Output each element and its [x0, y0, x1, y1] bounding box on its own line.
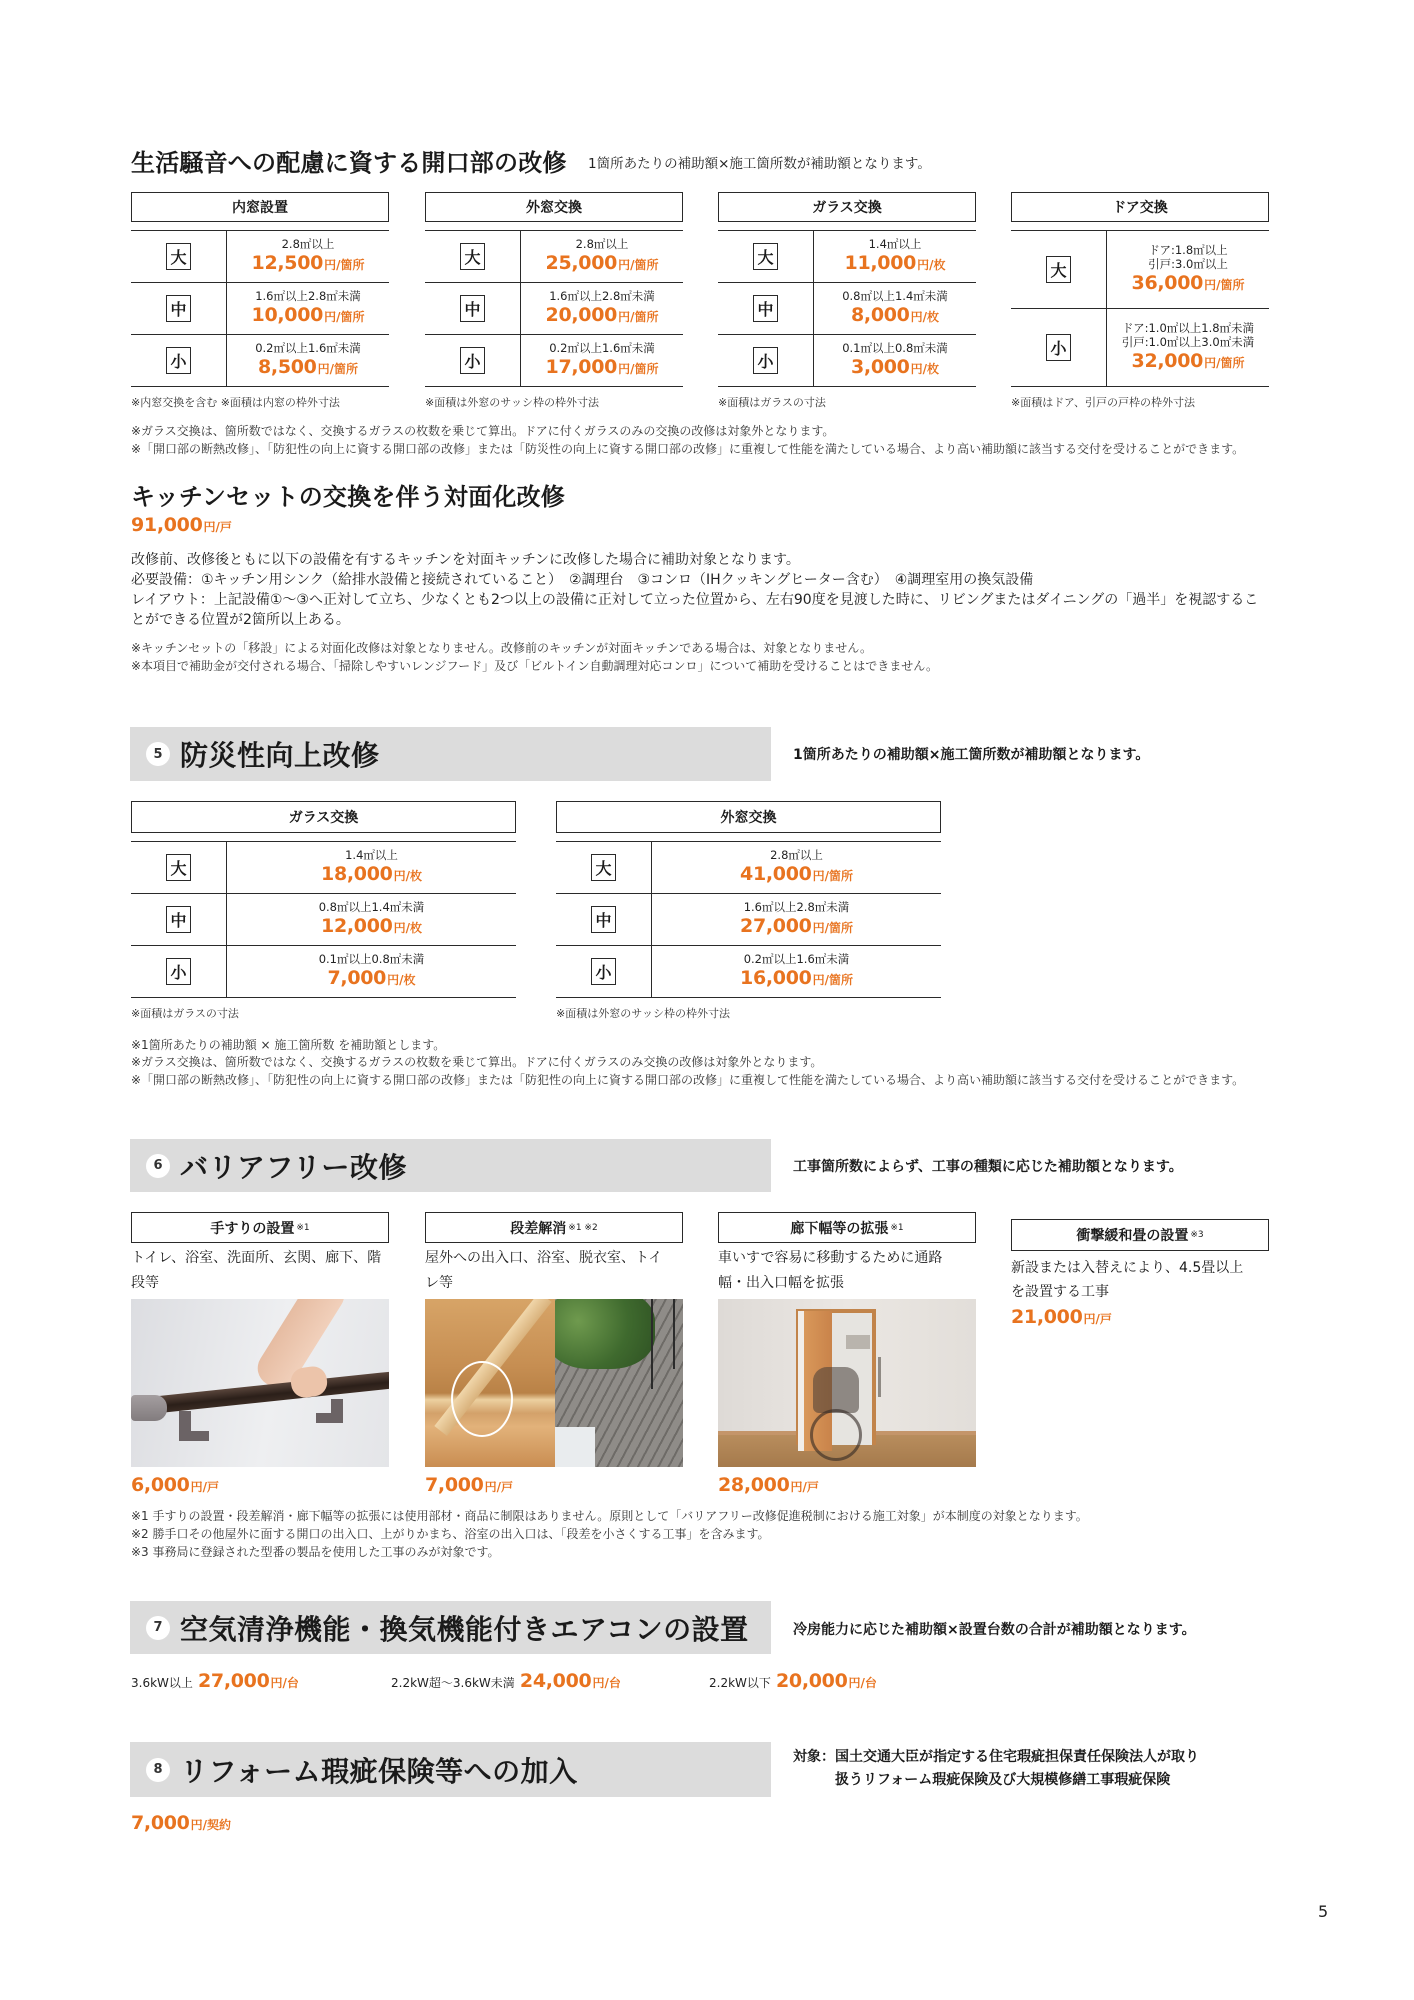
amount-cell	[227, 231, 389, 282]
amount-unit: 円/戸	[484, 1480, 513, 1494]
table-row	[556, 894, 941, 946]
size-cell	[425, 335, 521, 386]
size-badge: 大	[1046, 256, 1071, 283]
subsidy-amount	[321, 863, 422, 886]
table-row	[131, 894, 516, 946]
footnote-mark: ※1 ※2	[568, 1222, 598, 1233]
size-cell	[131, 335, 227, 386]
amount-value: 20,000	[776, 1670, 848, 1692]
area-condition: 0.2㎡以上1.6㎡未満	[549, 341, 655, 356]
section-number-badge: 8	[146, 1758, 170, 1782]
size-cell	[425, 231, 521, 282]
wood-step-photo	[425, 1299, 555, 1467]
amount-value: 28,000	[718, 1474, 790, 1496]
noise-section-subtitle: 1箇所あたりの補助額×施工箇所数が補助額となります。	[588, 156, 931, 172]
amount-cell	[814, 335, 976, 386]
description-line: とができる位置が2箇所以上ある。	[131, 612, 350, 628]
amount-unit: 円/箇所	[324, 258, 365, 272]
size-badge: 大	[591, 854, 616, 881]
amount-unit: 円/箇所	[1204, 277, 1245, 292]
amount-cell	[521, 335, 683, 386]
railing-post	[651, 1299, 653, 1389]
area-condition: 1.4㎡以上	[868, 237, 922, 252]
step-removal-card	[425, 1212, 683, 1502]
description-line: 段等	[131, 1275, 159, 1291]
corridor-widening-card	[718, 1212, 976, 1502]
amount-unit: 円/箇所	[618, 362, 659, 376]
amount-unit: 円/戸	[1083, 1312, 1112, 1326]
amount-unit: 円/枚	[917, 258, 946, 272]
footnote: ※3 事務局に登録された型番の製品を使用した工事のみが対象です。	[131, 1545, 500, 1559]
footnote: ※ガラス交換は、箇所数ではなく、交換するガラスの枚数を乗じて算出。ドアに付くガラスのみ交換の改修は対象外となります。	[131, 1055, 823, 1069]
section-title: 防災性向上改修	[180, 739, 380, 772]
amount-value: 16,000	[740, 967, 812, 989]
amount-unit: 円/箇所	[812, 921, 853, 935]
table-body	[718, 230, 976, 387]
table-body	[1011, 230, 1269, 387]
footnote: ※1 手すりの設置・段差解消・廊下幅等の拡張には使用部材・商品に制限はありません。原則として「バリアフリー改修促進税制における施工対象」が本制度の対象となります。	[131, 1509, 1088, 1523]
amount-value: 7,000	[131, 1812, 190, 1834]
amount-unit: 円/枚	[387, 973, 416, 987]
subsidy-amount	[851, 304, 939, 327]
amount-value: 8,500	[258, 356, 317, 378]
amount-cell	[521, 283, 683, 334]
size-cell	[425, 283, 521, 334]
aircon-tier	[391, 1669, 621, 1695]
table-header: ガラス交換	[718, 192, 976, 222]
table-body	[131, 841, 516, 998]
amount-value: 27,000	[198, 1670, 270, 1692]
table-row	[1011, 309, 1269, 387]
window-shape	[846, 1335, 870, 1349]
subsidy-amount	[252, 304, 365, 327]
description-line: 新設または入替えにより、4.5畳以上	[1011, 1260, 1244, 1276]
area-condition: 1.6㎡以上2.8㎡未満	[549, 289, 655, 304]
size-cell	[556, 894, 652, 945]
door-condition: ドア:1.0㎡以上1.8㎡未満	[1121, 321, 1255, 336]
subsidy-amount	[546, 356, 659, 379]
card-title: 衝撃緩和畳の設置	[1076, 1228, 1189, 1244]
area-condition: 0.8㎡以上1.4㎡未満	[318, 900, 425, 915]
amount-cell	[652, 894, 941, 945]
amount-value: 27,000	[740, 915, 812, 937]
footnote: ※「開口部の断熱改修」、「防犯性の向上に資する開口部の改修」または「防災性の向上に資する開口部の改修」に重複して性能を満たしている場合、より高い補助額に該当する交付を受けることができます。	[131, 442, 1245, 456]
aircon-tier	[131, 1669, 299, 1695]
section-8-header	[130, 1742, 771, 1797]
size-cell	[1011, 231, 1107, 308]
size-badge: 中	[166, 906, 191, 933]
table-row	[556, 842, 941, 894]
amount-value: 11,000	[844, 252, 917, 274]
amount-unit: 円/台	[592, 1676, 621, 1690]
table-row	[131, 842, 516, 894]
kitchen-description	[131, 550, 1258, 630]
card-subsidy-amount	[1011, 1306, 1112, 1330]
size-badge: 小	[166, 958, 191, 985]
size-badge: 小	[1046, 334, 1071, 361]
sliding-door-condition: 引戸:3.0㎡以上	[1148, 257, 1228, 272]
amount-cell	[227, 894, 516, 945]
table-row	[718, 283, 976, 335]
amount-unit: 円/契約	[190, 1818, 231, 1832]
footnote: ※ガラス交換は、箇所数ではなく、交換するガラスの枚数を乗じて算出。ドアに付くガラスのみの交換の改修は対象外となります。	[131, 424, 835, 438]
subsidy-amount	[740, 967, 853, 990]
table-row	[425, 335, 683, 387]
description-line: レイアウト：上記設備①～③へ正対して立ち、少なくとも2つ以上の設備に正対して立った位置から、左右90度を見渡した時に、リビングまたはダイニングの「過半」を視認するこ	[131, 592, 1259, 608]
target-label: 対象：	[793, 1749, 835, 1765]
amount-value: 7,000	[327, 967, 387, 989]
amount-cell	[227, 842, 516, 893]
section-7-header	[130, 1601, 771, 1654]
target-text	[835, 1746, 1199, 1792]
amount-value: 3,000	[851, 356, 910, 378]
card-subsidy-amount	[131, 1474, 219, 1498]
amount-unit: 円/台	[848, 1676, 877, 1690]
amount-unit: 円/箇所	[812, 973, 853, 987]
disaster-outer-window-table	[556, 801, 941, 998]
table-note: ※面積はドア、引戸の戸枠の枠外寸法	[1011, 396, 1196, 409]
section-subtitle: 工事箇所数によらず、工事の種類に応じた補助額となります。	[793, 1159, 1183, 1175]
section-number-badge: 6	[146, 1154, 170, 1178]
footnote: ※1箇所あたりの補助額 × 施工箇所数 を補助額とします。	[131, 1038, 446, 1052]
table-note: ※面積は外窓のサッシ枠の枠外寸法	[425, 396, 599, 409]
footnote: ※キッチンセットの「移設」による対面化改修は対象となりません。改修前のキッチンが対面キッチンである場合は、対象となりません。	[131, 641, 872, 655]
subsidy-amount	[851, 356, 939, 379]
tatami-card	[1011, 1219, 1269, 1339]
insurance-subsidy-amount	[131, 1812, 231, 1836]
amount-unit: 円/箇所	[324, 310, 365, 324]
section-6-header	[130, 1139, 771, 1192]
description-line: を設置する工事	[1011, 1284, 1109, 1300]
amount-value: 10,000	[251, 304, 324, 326]
amount-unit: 円/箇所	[618, 310, 659, 324]
subsidy-amount	[740, 915, 853, 938]
description-line: 幅・出入口幅を拡張	[718, 1275, 844, 1291]
corridor-photo	[718, 1299, 976, 1467]
size-cell	[131, 946, 227, 997]
section-5-header	[130, 727, 771, 781]
description-line: トイレ、浴室、洗面所、玄関、廊下、階	[131, 1250, 382, 1266]
card-description	[131, 1246, 393, 1296]
step-removal-photo	[425, 1299, 683, 1467]
amount-value: 25,000	[545, 252, 618, 274]
size-cell	[718, 283, 814, 334]
amount-cell	[652, 842, 941, 893]
area-condition: 0.2㎡以上1.6㎡未満	[743, 952, 850, 967]
card-header	[131, 1212, 389, 1243]
subsidy-amount	[740, 863, 853, 886]
amount-unit: 円/枚	[393, 869, 422, 883]
amount-value: 17,000	[545, 356, 618, 378]
size-badge: 中	[591, 906, 616, 933]
size-badge: 小	[166, 347, 191, 374]
subsidy-amount	[1132, 350, 1245, 373]
table-row	[425, 283, 683, 335]
area-condition: 2.8㎡以上	[575, 237, 629, 252]
section-subtitle: 1箇所あたりの補助額×施工箇所数が補助額となります。	[793, 747, 1150, 763]
area-condition: 1.6㎡以上2.8㎡未満	[743, 900, 850, 915]
footnote: ※本項目で補助金が交付される場合、「掃除しやすいレンジフード」及び「ビルトイン自動調理対応コンロ」について補助を受けることはできません。	[131, 659, 938, 673]
size-cell	[1011, 309, 1107, 386]
section-title: リフォーム瑕疵保険等への加入	[180, 1754, 578, 1788]
table-row	[131, 946, 516, 998]
table-row	[718, 335, 976, 387]
subsidy-amount	[845, 252, 946, 275]
amount-unit: 円/箇所	[317, 362, 358, 376]
table-note: ※内窓交換を含む ※面積は内窓の枠外寸法	[131, 396, 340, 409]
amount-value: 20,000	[545, 304, 618, 326]
subsidy-amount	[198, 1672, 299, 1691]
table-row	[425, 231, 683, 283]
amount-value: 7,000	[425, 1474, 484, 1496]
card-subsidy-amount	[425, 1474, 513, 1498]
size-badge: 中	[753, 295, 778, 322]
card-header	[1011, 1219, 1269, 1251]
size-cell	[718, 335, 814, 386]
floor-patch	[555, 1427, 595, 1467]
description-line: 屋外への出入口、浴室、脱衣室、トイ	[425, 1250, 663, 1266]
amount-unit: 円/箇所	[618, 258, 659, 272]
section-title: バリアフリー改修	[180, 1150, 407, 1184]
size-cell	[718, 231, 814, 282]
amount-value: 32,000	[1131, 349, 1204, 372]
footnote-mark: ※3	[1190, 1230, 1204, 1240]
amount-unit: 円/戸	[203, 520, 232, 534]
amount-cell	[227, 946, 516, 997]
amount-unit: 円/枚	[910, 310, 939, 324]
amount-cell	[1107, 309, 1269, 386]
subsidy-amount	[321, 915, 422, 938]
table-header: 内窓設置	[131, 192, 389, 222]
size-badge: 中	[460, 295, 485, 322]
card-description	[1011, 1256, 1273, 1304]
card-title: 手すりの設置	[210, 1220, 295, 1237]
outer-window-table	[425, 192, 683, 387]
amount-value: 12,000	[321, 915, 393, 937]
railing-post	[673, 1299, 675, 1369]
amount-value: 36,000	[1131, 271, 1204, 294]
target-line: 国土交通大臣が指定する住宅瑕疵担保責任保険法人が取り	[835, 1749, 1199, 1765]
table-note: ※面積はガラスの寸法	[718, 396, 826, 409]
handrail-card	[131, 1212, 389, 1502]
amount-unit: 円/戸	[790, 1480, 819, 1494]
table-note: ※面積は外窓のサッシ枠の枠外寸法	[556, 1007, 730, 1020]
glass-table	[718, 192, 976, 387]
size-badge: 小	[591, 958, 616, 985]
area-condition: 0.1㎡以上0.8㎡未満	[842, 341, 948, 356]
amount-cell	[227, 335, 389, 386]
footnote: ※「開口部の断熱改修」、「防犯性の向上に資する開口部の改修」または「防犯性の向上に資する開口部の改修」に重複して性能を満たしている場合、より高い補助額に該当する交付を受けることができます。	[131, 1073, 1245, 1087]
amount-value: 6,000	[131, 1474, 190, 1496]
area-condition: 2.8㎡以上	[770, 848, 823, 863]
table-header: 外窓交換	[425, 192, 683, 222]
aircon-tier	[709, 1669, 877, 1695]
capacity-label: 2.2kW超～3.6kW未満	[391, 1676, 515, 1690]
amount-value: 8,000	[851, 304, 910, 326]
door-condition: ドア:1.8㎡以上	[1148, 243, 1228, 258]
size-badge: 大	[166, 854, 191, 881]
subsidy-amount	[258, 356, 358, 379]
card-description	[718, 1246, 980, 1296]
wheel-shape	[810, 1409, 862, 1461]
card-header	[425, 1212, 683, 1243]
table-row	[1011, 231, 1269, 309]
size-cell	[131, 283, 227, 334]
inner-window-table	[131, 192, 389, 387]
subsidy-amount	[328, 967, 416, 990]
kitchen-subsidy-amount	[131, 514, 232, 538]
table-row	[131, 231, 389, 283]
amount-cell	[1107, 231, 1269, 308]
table-row	[131, 335, 389, 387]
size-badge: 小	[460, 347, 485, 374]
amount-value: 91,000	[131, 514, 203, 536]
section-number-badge: 5	[146, 742, 170, 766]
card-title: 段差解消	[510, 1220, 567, 1237]
size-cell	[131, 231, 227, 282]
amount-cell	[814, 231, 976, 282]
size-cell	[556, 946, 652, 997]
table-row	[131, 283, 389, 335]
amount-value: 18,000	[321, 863, 393, 885]
disaster-glass-table	[131, 801, 516, 998]
card-header	[718, 1212, 976, 1243]
card-description	[425, 1246, 687, 1296]
table-body	[131, 230, 389, 387]
wheelchair-user-silhouette	[813, 1367, 859, 1413]
amount-value: 12,500	[251, 252, 324, 274]
area-condition: 0.2㎡以上1.6㎡未満	[255, 341, 361, 356]
amount-unit: 円/台	[270, 1676, 299, 1690]
deck-photo	[555, 1299, 683, 1467]
section-title: 空気清浄機能・換気機能付きエアコンの設置	[180, 1612, 749, 1646]
area-condition: 1.4㎡以上	[345, 848, 398, 863]
page-number: 5	[1318, 1902, 1329, 1921]
amount-unit: 円/枚	[910, 362, 939, 376]
door-table	[1011, 192, 1269, 387]
kitchen-section-title: キッチンセットの交換を伴う対面化改修	[131, 483, 565, 511]
subsidy-amount	[546, 304, 659, 327]
table-header: ガラス交換	[131, 801, 516, 833]
door-handle	[878, 1357, 881, 1397]
table-body	[425, 230, 683, 387]
size-cell	[131, 842, 227, 893]
size-badge: 中	[166, 295, 191, 322]
description-line: レ等	[425, 1275, 453, 1291]
size-badge: 大	[166, 243, 191, 270]
description-line: 必要設備：①キッチン用シンク（給排水設備と接続されていること） ②調理台 ③コンロ（IHクッキングヒーター含む） ④調理室用の換気設備	[131, 572, 1034, 588]
size-cell	[131, 894, 227, 945]
subsidy-amount	[776, 1672, 877, 1691]
size-badge: 小	[753, 347, 778, 374]
plant-shape	[555, 1299, 655, 1369]
amount-unit: 円/枚	[393, 921, 422, 935]
amount-unit: 円/箇所	[812, 869, 853, 883]
area-condition: 1.6㎡以上2.8㎡未満	[255, 289, 361, 304]
amount-unit: 円/箇所	[1204, 355, 1245, 370]
subsidy-amount	[520, 1672, 621, 1691]
door-edge	[798, 1311, 804, 1451]
size-badge: 大	[753, 243, 778, 270]
highlight-circle	[451, 1361, 513, 1437]
description-line: 車いすで容易に移動するために通路	[718, 1250, 943, 1266]
amount-value: 41,000	[740, 863, 812, 885]
table-header: ドア交換	[1011, 192, 1269, 222]
table-row	[556, 946, 941, 998]
bracket-shape	[316, 1413, 343, 1423]
area-condition: 0.1㎡以上0.8㎡未満	[318, 952, 425, 967]
subsidy-amount	[252, 252, 365, 275]
capacity-label: 3.6kW以上	[131, 1676, 193, 1690]
footnote-mark: ※1	[296, 1222, 310, 1233]
table-body	[556, 841, 941, 998]
description-line: 改修前、改修後ともに以下の設備を有するキッチンを対面キッチンに改修した場合に補助対象となります。	[131, 552, 800, 568]
target-line: 扱うリフォーム瑕疵保険及び大規模修繕工事瑕疵保険	[835, 1772, 1171, 1788]
subsidy-amount	[1132, 272, 1245, 295]
area-condition: 2.8㎡以上	[281, 237, 335, 252]
amount-unit: 円/戸	[190, 1480, 219, 1494]
footnote: ※2 勝手口その他屋外に面する開口の出入口、上がりかまち、浴室の出入口は、「段差を小さくする工事」を含みます。	[131, 1527, 770, 1541]
card-subsidy-amount	[718, 1474, 819, 1498]
size-badge: 大	[460, 243, 485, 270]
area-condition: 0.8㎡以上1.4㎡未満	[842, 289, 948, 304]
amount-cell	[652, 946, 941, 997]
footnote-mark: ※1	[890, 1222, 904, 1233]
amount-cell	[521, 231, 683, 282]
subsidy-amount	[546, 252, 659, 275]
card-title: 廊下幅等の拡張	[790, 1220, 889, 1237]
amount-value: 24,000	[519, 1670, 592, 1692]
section-subtitle: 冷房能力に応じた補助額×設置台数の合計が補助額となります。	[793, 1622, 1196, 1638]
table-row	[718, 231, 976, 283]
table-header: 外窓交換	[556, 801, 941, 833]
amount-cell	[814, 283, 976, 334]
amount-cell	[227, 283, 389, 334]
amount-value: 21,000	[1011, 1306, 1083, 1328]
sliding-door-condition: 引戸:1.0㎡以上3.0㎡未満	[1121, 335, 1255, 350]
capacity-label: 2.2kW以下	[709, 1676, 771, 1690]
bracket-shape	[179, 1431, 209, 1441]
handrail-end-cap	[131, 1395, 167, 1421]
table-note: ※面積はガラスの寸法	[131, 1007, 239, 1020]
size-cell	[556, 842, 652, 893]
insurance-target	[793, 1746, 1199, 1792]
noise-section-title: 生活騒音への配慮に資する開口部の改修	[131, 149, 567, 177]
section-number-badge: 7	[146, 1616, 170, 1640]
handrail-photo	[131, 1299, 389, 1467]
